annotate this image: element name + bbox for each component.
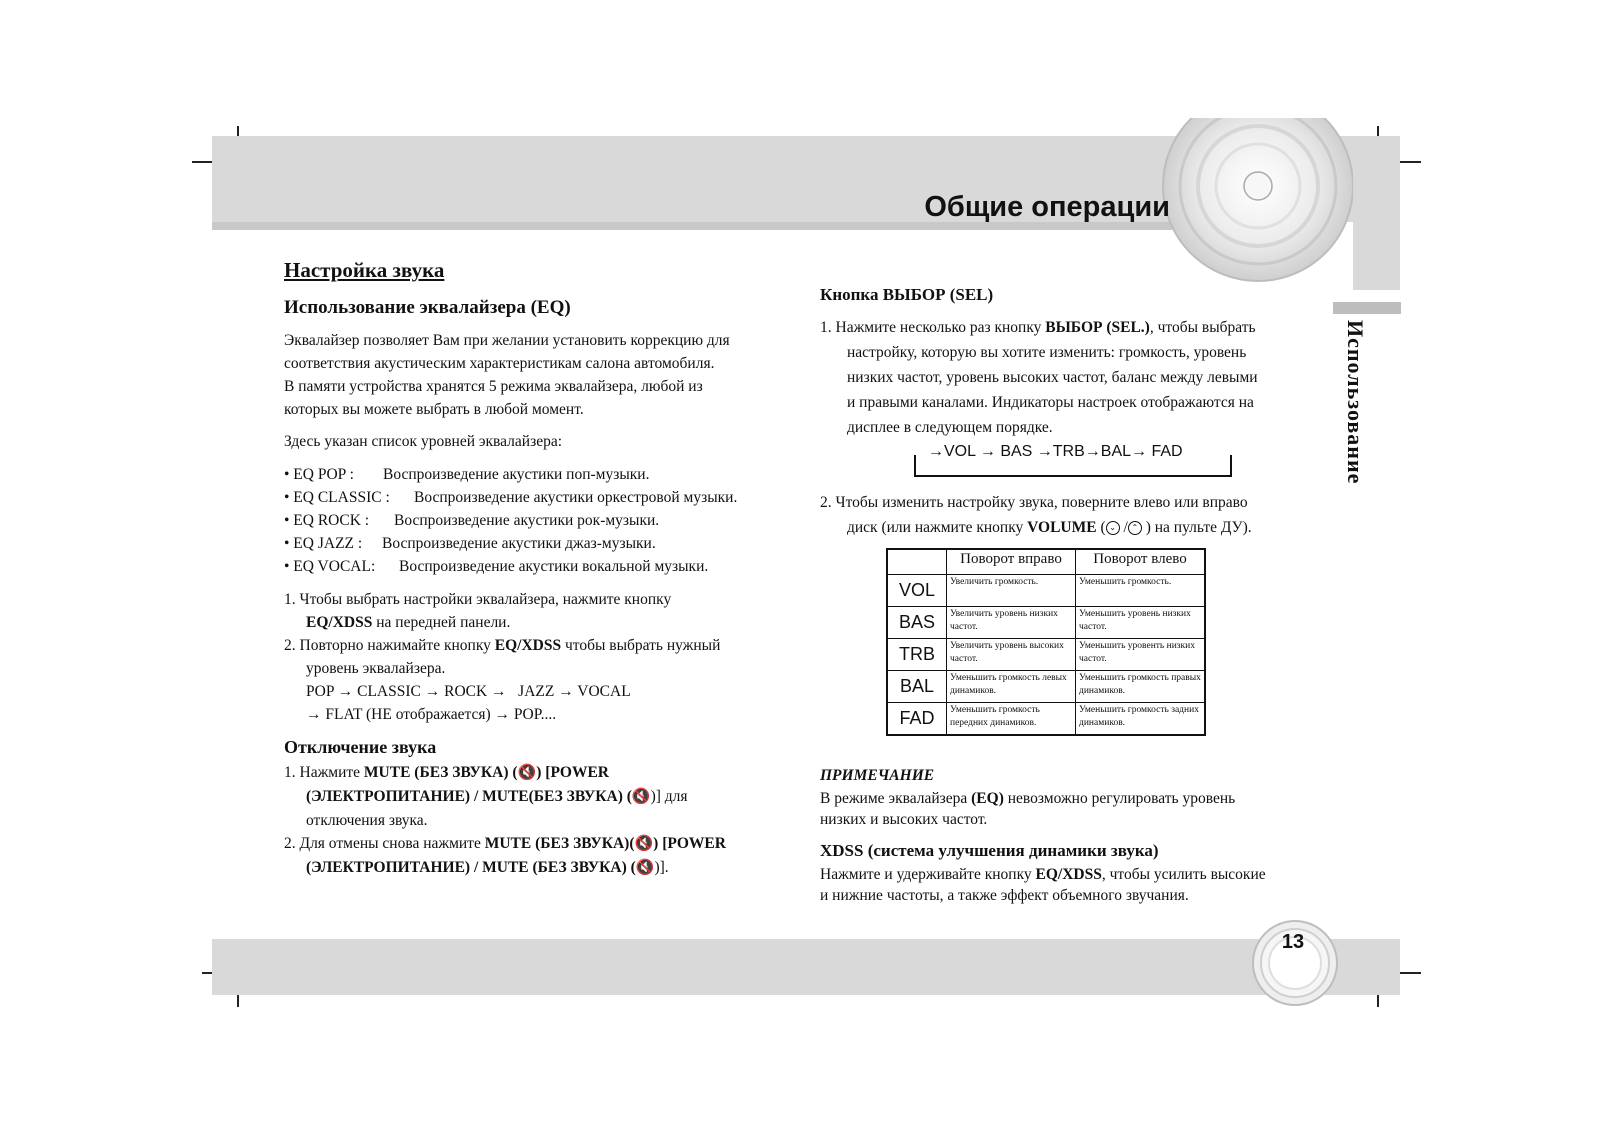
table-key-cell: BAL <box>887 671 947 703</box>
eq-step-1-line <box>284 611 804 634</box>
table-key-cell: FAD <box>887 703 947 736</box>
table-cell: Уменьшить громкость. <box>1076 575 1206 607</box>
eq-mode-item <box>284 486 804 509</box>
eq-step-2-text: чтобы выбрать нужный <box>561 637 721 654</box>
eq-xdss-button-ref: EQ/XDSS <box>306 614 373 631</box>
table-header-row <box>887 549 1205 575</box>
table-cell: Увеличить уровень низких частот. <box>947 607 1076 639</box>
volume-up-icon: ⌃ <box>1128 521 1142 535</box>
left-column <box>284 259 804 880</box>
mute-step-1-line <box>284 761 804 785</box>
eq-sequence: POP → CLASSIC → ROCK → JAZZ → VOCAL <box>306 683 631 700</box>
table-cell: Уменьшить громкость передних динамиков. <box>947 703 1076 736</box>
sel-button-ref: ВЫБОР (SEL.) <box>1045 319 1150 336</box>
sel-step-text: ) на пульте ДУ). <box>1141 519 1252 536</box>
mute-step-text: 1. Нажмите <box>284 764 364 781</box>
eq-mode-key: • EQ JAZZ : <box>284 535 363 552</box>
mute-icon: 🔇 <box>631 789 651 805</box>
mute-step-text: 2. Для отмены снова нажмите <box>284 835 485 852</box>
page-number: 13 <box>1281 931 1305 953</box>
note-title: ПРИМЕЧАНИЕ <box>820 767 935 784</box>
sound-settings-table <box>886 548 1206 736</box>
table-row <box>887 639 1205 671</box>
eq-mode-desc: Воспроизведение акустики вокальной музыки. <box>399 558 709 575</box>
volume-button-ref: VOLUME <box>1027 519 1097 536</box>
eq-list-intro: Здесь указан список уровней эквалайзера: <box>284 433 563 450</box>
sel-step-1-line: дисплее в следующем порядке. <box>847 419 1053 436</box>
eq-mode-list <box>284 463 804 578</box>
sel-step-2-line <box>820 515 1340 540</box>
table-row <box>887 671 1205 703</box>
sel-step-text: 1. Нажмите несколько раз кнопку <box>820 319 1046 336</box>
note-line <box>820 788 1340 809</box>
eq-mode-desc: Воспроизведение акустики оркестровой музыки. <box>414 489 738 506</box>
right-column <box>820 283 1340 440</box>
sel-step-2 <box>820 490 1340 540</box>
table-key-cell: TRB <box>887 639 947 671</box>
sel-step-text: , чтобы выбрать <box>1149 319 1256 336</box>
eq-step-1-text: на передней панели. <box>372 614 511 631</box>
table-cell: Увеличить громкость. <box>947 575 1076 607</box>
sel-step-text: ( <box>1096 519 1106 536</box>
note-text: невозможно регулировать уровень <box>1003 790 1236 807</box>
eq-mode-desc: Воспроизведение акустики рок-музыки. <box>394 512 660 529</box>
note-block <box>820 765 1340 906</box>
sel-step-1-line: настройку, которую вы хотите изменить: громкость, уровень <box>847 344 1247 361</box>
eq-step-1-line: 1. Чтобы выбрать настройки эквалайзера, нажмите кнопку <box>284 591 672 608</box>
sel-step-1 <box>820 315 1340 440</box>
sel-step-1-line <box>820 315 1340 340</box>
eq-sequence: → FLAT (НЕ отображается) → POP.... <box>306 706 557 723</box>
table-row <box>887 703 1205 736</box>
mute-heading: Отключение звука <box>284 737 437 757</box>
eq-step-2-line <box>284 634 804 657</box>
mute-steps <box>284 761 804 880</box>
eq-mode-desc: Воспроизведение акустики поп-музыки. <box>383 466 650 483</box>
xdss-line <box>820 864 1340 885</box>
eq-mode-key: • EQ CLASSIC : <box>284 489 390 506</box>
eq-ref: (EQ) <box>971 790 1004 807</box>
mute-icon: 🔇 <box>635 860 655 876</box>
table-corner-cell <box>887 549 947 575</box>
mute-step-text: )] для <box>650 788 688 805</box>
sel-step-text: диск (или нажмите кнопку <box>847 519 1028 536</box>
table-cell: Уменьшить громкость задних динамиков. <box>1076 703 1206 736</box>
eq-mode-item <box>284 463 804 486</box>
power-button-ref: ) [POWER <box>536 764 610 781</box>
eq-mode-desc: Воспроизведение акустики джаз-музыки. <box>382 535 656 552</box>
eq-mode-key: • EQ ROCK : <box>284 512 370 529</box>
mute-icon: 🔇 <box>517 765 537 781</box>
table-cell: Уменьшить уровень низких частот. <box>1076 607 1206 639</box>
table-row <box>887 607 1205 639</box>
eq-step-2-text: 2. Повторно нажимайте кнопку <box>284 637 495 654</box>
table-cell: Увеличить уровень высоких частот. <box>947 639 1076 671</box>
mute-step-2-line <box>284 856 804 880</box>
xdss-heading: XDSS (система улучшения динамики звука) <box>820 841 1159 860</box>
xdss-text: , чтобы усилить высокие <box>1101 866 1266 883</box>
note-line: низких и высоких частот. <box>820 811 988 828</box>
mute-step-2-line <box>284 832 804 856</box>
eq-mode-item <box>284 555 804 578</box>
eq-mode-key: • EQ VOCAL: <box>284 558 376 575</box>
mute-step-text: )]. <box>654 859 669 876</box>
xdss-line: и нижние частоты, а также эффект объемного звучания. <box>820 887 1189 904</box>
mute-icon: 🔇 <box>634 836 654 852</box>
section-title: Настройка звука <box>284 258 445 282</box>
cd-disc-graphic <box>1160 118 1400 290</box>
side-section-label: Использование <box>1343 320 1368 485</box>
eq-intro <box>284 329 804 421</box>
eq-mode-item <box>284 532 804 555</box>
sel-step-2-line: 2. Чтобы изменить настройку звука, поверните влево или вправо <box>820 494 1248 511</box>
eq-step-2-line: уровень эквалайзера. <box>306 660 446 677</box>
xdss-text: Нажмите и удерживайте кнопку <box>820 866 1036 883</box>
eq-heading: Использование эквалайзера (EQ) <box>284 297 571 318</box>
table-header-right: Поворот вправо <box>947 549 1076 575</box>
sel-heading: Кнопка ВЫБОР (SEL) <box>820 285 994 304</box>
mute-step-1-line: отключения звука. <box>306 812 428 829</box>
sel-sequence-text: →VOL → BAS →TRB→BAL→ FAD <box>924 443 1187 461</box>
power-button-ref: ) [POWER <box>653 835 726 852</box>
note-text: В режиме эквалайзера <box>820 790 972 807</box>
table-header-left: Поворот влево <box>1076 549 1206 575</box>
mute-button-ref: MUTE (БЕЗ ЗВУКА)( <box>484 835 635 852</box>
table-cell: Уменьшить громкость левых динамиков. <box>947 671 1076 703</box>
side-tab-bar <box>1333 302 1401 314</box>
table-row <box>887 575 1205 607</box>
sel-step-1-line: и правыми каналами. Индикаторы настроек отображаются на <box>847 394 1254 411</box>
eq-intro-line: которых вы можете выбрать в любой момент. <box>284 401 584 418</box>
sel-step-text: / <box>1119 519 1128 536</box>
sel-step-1-line: низких частот, уровень высоких частот, баланс между левыми <box>847 369 1258 386</box>
eq-mode-item <box>284 509 804 532</box>
mute-button-ref: (ЭЛЕКТРОПИТАНИЕ) / MUTE (БЕЗ ЗВУКА) ( <box>306 859 636 876</box>
eq-xdss-button-ref: EQ/XDSS <box>1035 866 1102 883</box>
page-title: Общие операции <box>924 191 1170 223</box>
eq-intro-line: соответствия акустическим характеристикам салона автомобиля. <box>284 355 715 372</box>
eq-intro-line: В памяти устройства хранятся 5 режима эквалайзера, любой из <box>284 378 703 395</box>
eq-mode-key: • EQ POP : <box>284 466 354 483</box>
sel-sequence-diagram <box>914 443 1230 476</box>
footer-band <box>212 939 1400 995</box>
mute-button-ref: MUTE (БЕЗ ЗВУКА) ( <box>363 764 518 781</box>
table-key-cell: VOL <box>887 575 947 607</box>
eq-steps <box>284 588 804 726</box>
eq-xdss-button-ref: EQ/XDSS <box>494 637 562 654</box>
volume-down-icon: ⌄ <box>1106 521 1120 535</box>
mute-button-ref: (ЭЛЕКТРОПИТАНИЕ) / MUTE(БЕЗ ЗВУКА) ( <box>306 788 632 805</box>
mute-step-1-line <box>284 785 804 809</box>
table-cell: Уменьшить громкость правых динамиков. <box>1076 671 1206 703</box>
table-cell: Уменьшить уровенть низких частот. <box>1076 639 1206 671</box>
eq-intro-line: Эквалайзер позволяет Вам при желании установить коррекцию для <box>284 332 730 349</box>
table-key-cell: BAS <box>887 607 947 639</box>
